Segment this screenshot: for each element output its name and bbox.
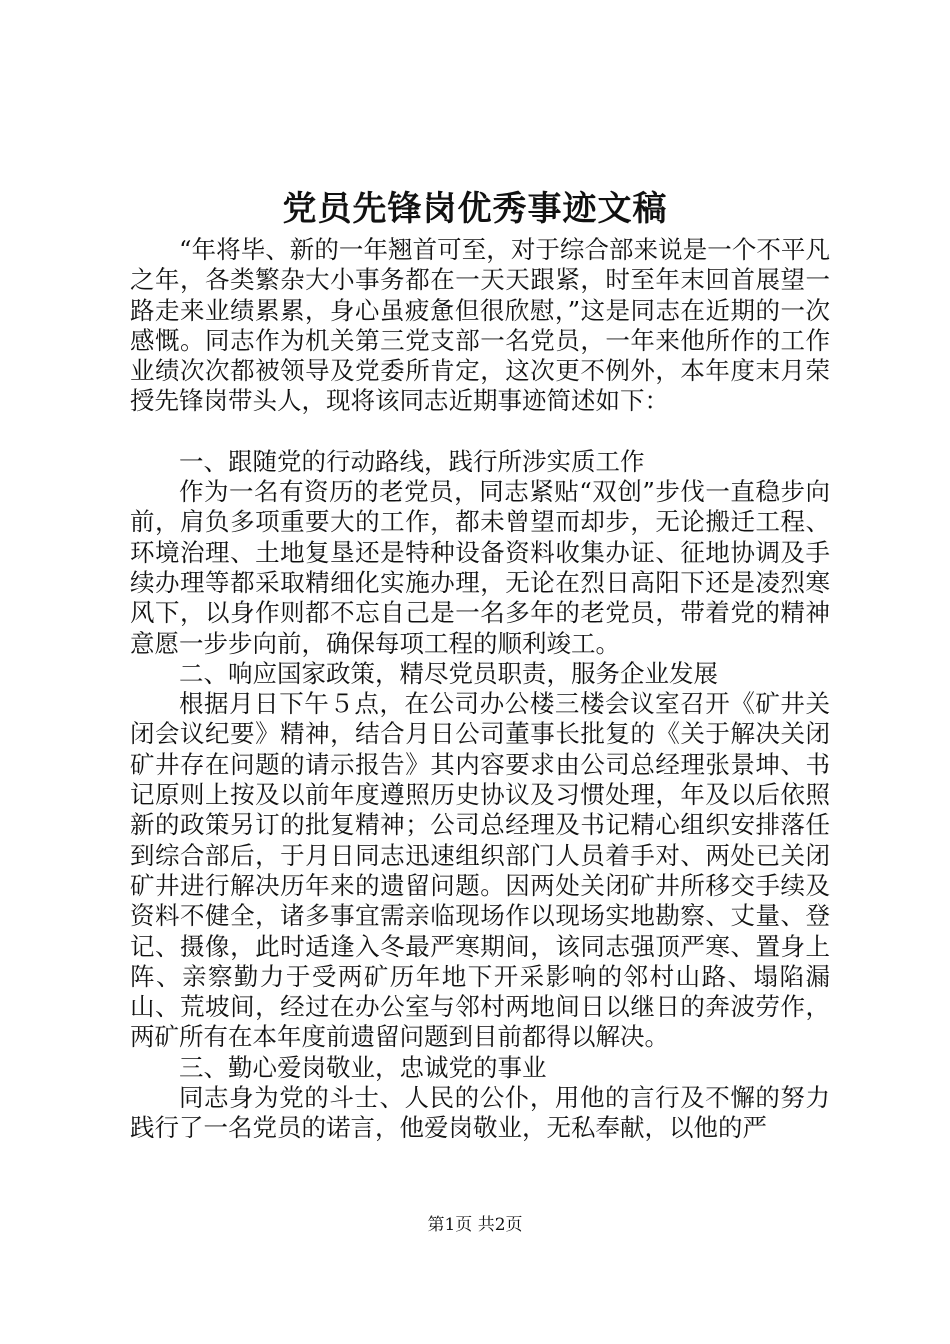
section-2-heading: 二、响应国家政策，精尽党员职责，服务企业发展	[179, 658, 718, 688]
document-body	[130, 235, 830, 1144]
section-2-paragraph: 根据月日下午５点，在公司办公楼三楼会议室召开《矿井关闭会议纪要》精神，结合月日公司董事长批复的《关于解决关闭矿井存在问题的请示报告》其内容要求由公司总经理张景坤、书记原则上按及以前年度遵照历史协议及习惯处理，年及以后依照新的政策另订的批复精神；公司总经理及书记精心组织安排落任到综合部后，于月日同志迅速组织部门人员着手对、两处已关闭矿井进行解决历年来的遗留问题。因两处关闭矿井所移交手续及资料不健全，诸多事宜需亲临现场作以现场实地勘察、丈量、登记、摄像，此时适逢入冬最严寒期间，该同志强顶严寒、置身上阵、亲察勤力于受两矿历年地下开采影响的邻村山路、塌陷漏山、荒坡间，经过在办公室与邻村两地间日以继日的奔波劳作，两矿所有在本年度前遗留问题到目前都得以解决。	[130, 689, 830, 1052]
section-3-paragraph: 同志身为党的斗士、人民的公仆，用他的言行及不懈的努力践行了一名党员的诺言，他爱岗敬业，无私奉献，以他的严	[130, 1083, 830, 1143]
document-title: 党员先锋岗优秀事迹文稿	[282, 189, 668, 229]
intro-paragraph: “年将毕、新的一年翘首可至，对于综合部来说是一个不平凡之年，各类繁杂大小事务都在一天天跟紧，时至年末回首展望一路走来业绩累累，身心虽疲惫但很欣慰，”这是同志在近期的一次感慨。同志作为机关第三党支部一名党员，一年来他所作的工作业绩次次都被领导及党委所肯定，这次更不例外，本年度末月荣授先锋岗带头人，现将该同志近期事迹简述如下：	[130, 235, 830, 416]
section-1-heading: 一、跟随党的行动路线，践行所涉实质工作	[179, 446, 645, 476]
page-number-footer: 第1页 共2页	[427, 1215, 523, 1235]
section-1-paragraph: 作为一名有资历的老党员，同志紧贴“双创”步伐一直稳步向前，肩负多项重要大的工作，都未曾望而却步，无论搬迁工程、环境治理、土地复垦还是特种设备资料收集办证、征地协调及手续办理等都采取精细化实施办理，无论在烈日高阳下还是凌烈寒风下，以身作则都不忘自己是一名多年的老党员，带着党的精神意愿一步步向前，确保每项工程的顺利竣工。	[130, 477, 830, 658]
section-3-heading: 三、勤心爱岗敬业，忠诚党的事业	[179, 1052, 547, 1082]
